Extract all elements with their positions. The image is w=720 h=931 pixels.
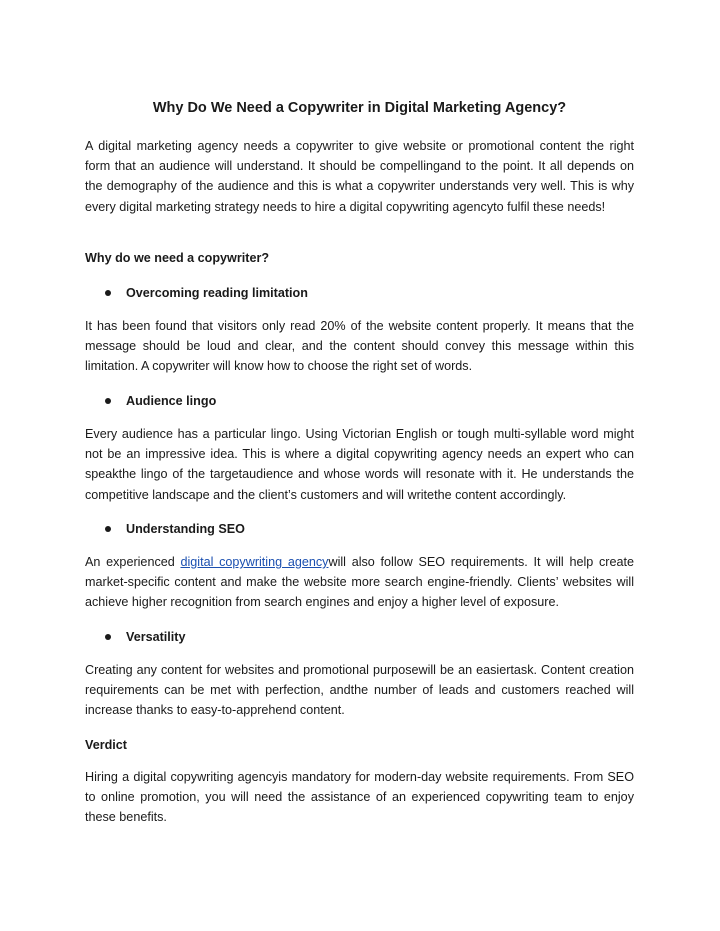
understanding-seo-paragraph — [85, 552, 634, 613]
verdict-heading: Verdict — [85, 738, 127, 752]
digital-copywriting-agency-link[interactable]: digital copywriting agency — [180, 555, 329, 569]
bullet-item-understanding-seo — [105, 520, 245, 538]
bullet-item-audience-lingo — [105, 392, 216, 410]
bullet-icon — [105, 290, 111, 296]
bullet-item-reading-limitation — [105, 284, 308, 302]
audience-lingo-paragraph: Every audience has a particular lingo. Using Victorian English or tough multi-syllable word might not be an impressive idea. This is where a digital copywriting agency needs an expert who can speakthe lingo of the targetaudience and whose words will resonate with it. He understands the competitive landscape and the client’s customers and will writethe content accordingly. — [85, 427, 634, 502]
bullet-label: Versatility — [126, 630, 186, 644]
document-title: Why Do We Need a Copywriter in Digital Marketing Agency? — [152, 100, 567, 116]
section-heading: Why do we need a copywriter? — [85, 251, 270, 265]
bullet-icon — [105, 526, 111, 532]
reading-limitation-paragraph: It has been found that visitors only read 20% of the website content properly. It means that the message should be loud and clear, and the content should convey this message within this limitation. A copywriter will know how to choose the right set of words. — [85, 319, 634, 374]
bullet-label: Understanding SEO — [126, 522, 245, 536]
bullet-label: Overcoming reading limitation — [126, 286, 308, 300]
verdict-paragraph: Hiring a digital copywriting agencyis mandatory for modern-day website requirements. From SEO to online promotion, you will need the assistance of an experienced copywriting team to enjoy these benefits. — [85, 770, 634, 825]
bullet-label: Audience lingo — [126, 394, 217, 408]
versatility-paragraph: Creating any content for websites and promotional purposewill be an easiertask. Content creation requirements can be met with perfection, andthe number of leads and customers reached will increase thanks to easy-to-apprehend content. — [85, 663, 634, 718]
bullet-icon — [105, 398, 111, 404]
bullet-item-versatility — [105, 628, 186, 646]
seo-text-before-link: An experienced — [85, 555, 181, 569]
seo-text-after-link: will also follow SEO requirements. It will help create market-specific content and make the website more search engine-friendly. Clients’ websites will achieve higher recognition from search engines and enjoy a higher level of exposure. — [85, 555, 634, 610]
intro-paragraph: A digital marketing agency needs a copywriter to give website or promotional content the right form that an audience will understand. It should be compellingand to the point. It all depends on the demography of the audience and this is what a copywriter understands very well. This is why every digital marketing strategy needs to hire a digital copywriting agencyto fulfil these needs! — [85, 139, 634, 214]
bullet-icon — [105, 634, 111, 640]
